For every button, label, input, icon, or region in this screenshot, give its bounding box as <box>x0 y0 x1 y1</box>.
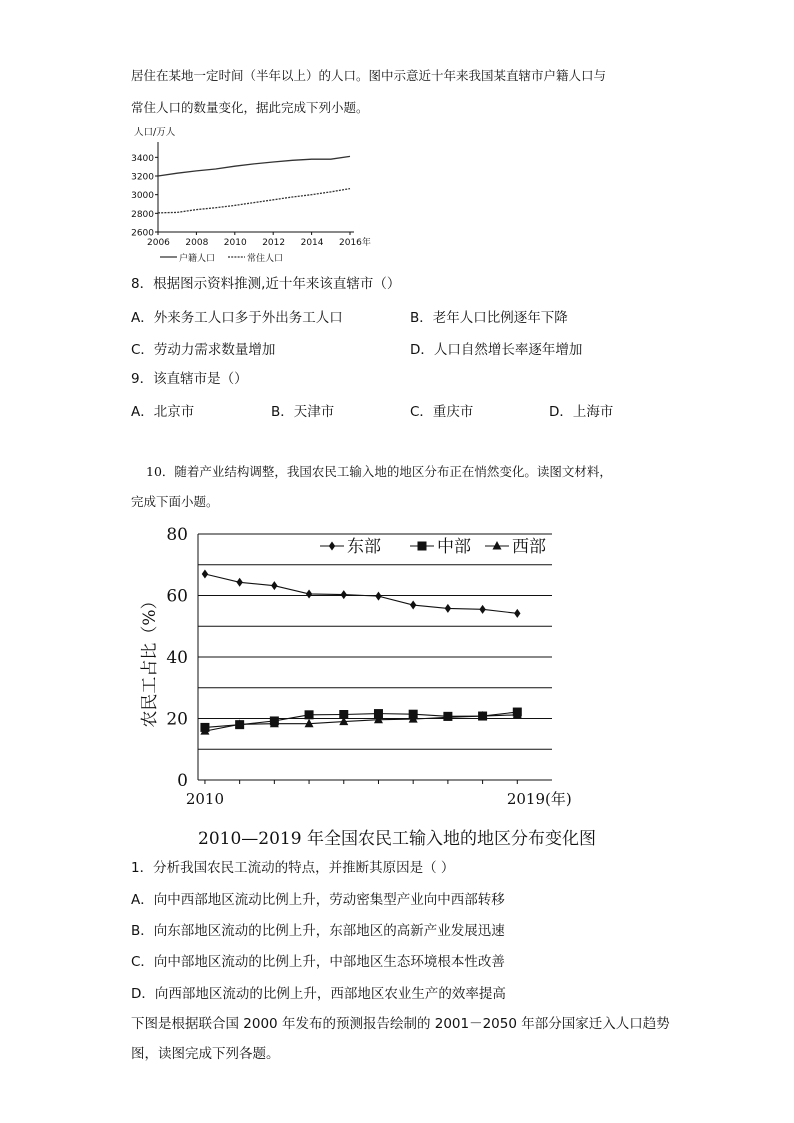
chart2-y-tick-label: 60 <box>166 586 188 607</box>
chart1-y-tick-label: 3200 <box>131 172 154 183</box>
chart2-series-east-line <box>205 574 517 613</box>
chart1-series-changzhu <box>158 189 350 213</box>
population-line-chart <box>125 122 385 267</box>
chart2-legend-label: 东部 <box>347 537 381 557</box>
q10-line-1: 10．随着产业结构调整，我国农民工输入地的地区分布正在悄然变化。读图文材料， <box>146 464 612 479</box>
q9-option-a[interactable]: A．北京市 <box>131 404 195 420</box>
q1-option-c[interactable]: C．向中部地区流动的比例上升，中部地区生态环境根本性改善 <box>131 954 505 970</box>
q9-option-b[interactable]: B．天津市 <box>271 404 335 420</box>
closing-line-1: 下图是根据联合国 2000 年发布的预测报告绘制的 2001－2050 年部分国家迁入人口趋势 <box>131 1016 670 1032</box>
chart1-x-tick-label: 2010 <box>223 238 247 248</box>
q8-option-b[interactable]: B．老年人口比例逐年下降 <box>410 310 568 326</box>
chart1-y-tick-label: 2600 <box>131 228 154 239</box>
q8-option-c[interactable]: C．劳动力需求数量增加 <box>131 342 276 358</box>
chart2-series-east-point <box>202 569 208 578</box>
q9-stem: 9．该直辖市是（） <box>131 371 248 387</box>
q8-option-d[interactable]: D．人口自然增长率逐年增加 <box>410 342 583 358</box>
chart2-series-east-point <box>341 590 347 599</box>
chart2-legend-label: 中部 <box>437 537 471 557</box>
chart2-series-east-point <box>445 604 451 613</box>
chart2-legend-label: 西部 <box>512 537 546 557</box>
chart1-y-tick-label: 3000 <box>131 191 154 202</box>
chart2-series-east-point <box>306 589 312 598</box>
q1-option-d[interactable]: D．向西部地区流动的比例上升，西部地区农业生产的效率提高 <box>131 986 506 1002</box>
chart1-legend-label: 户籍人口 <box>179 254 216 264</box>
q1-option-b[interactable]: B．向东部地区流动的比例上升，东部地区的高新产业发展迅速 <box>131 923 505 939</box>
intro-line-2: 常住人口的数量变化，据此完成下列小题。 <box>131 100 369 115</box>
chart2-series-east-point <box>375 592 381 601</box>
chart2-series-east-point <box>514 609 520 618</box>
chart2-caption: 2010—2019 年全国农民工输入地的地区分布变化图 <box>198 829 596 849</box>
chart2-legend-marker <box>418 542 427 551</box>
chart1-x-tick-label: 2016年 <box>339 238 371 248</box>
chart1-x-tick-label: 2014 <box>300 238 324 248</box>
chart1-x-tick-label: 2012 <box>262 238 286 248</box>
q8-stem: 8．根据图示资料推测,近十年来该直辖市（） <box>131 276 401 292</box>
migrant-worker-line-chart <box>130 518 600 818</box>
chart2-y-tick-label: 20 <box>166 709 188 730</box>
chart2-series-central-point <box>305 710 314 719</box>
chart2-series-east-point <box>410 601 416 610</box>
q9-option-d[interactable]: D．上海市 <box>549 404 614 420</box>
q9-option-c[interactable]: C．重庆市 <box>410 404 474 420</box>
q1-stem: 1．分析我国农民工流动的特点，并推断其原因是（ ） <box>131 860 455 876</box>
closing-line-2: 图，读图完成下列各题。 <box>131 1046 280 1062</box>
chart1-y-tick-label: 3400 <box>131 153 154 164</box>
chart1-y-tick-label: 2800 <box>131 209 154 220</box>
q8-option-a[interactable]: A．外来务工人口多于外出务工人口 <box>131 310 343 326</box>
chart1-legend-label: 常住人口 <box>247 254 284 264</box>
intro-line-1: 居住在某地一定时间（半年以上）的人口。图中示意近十年来我国某直辖市户籍人口与 <box>131 68 607 83</box>
chart2-x-tick-label: 2019(年) <box>506 790 572 808</box>
chart2-series-east-point <box>236 578 242 587</box>
chart1-x-tick-label: 2008 <box>185 238 209 248</box>
chart2-y-tick-label: 40 <box>166 648 188 668</box>
chart1-y-axis-label: 人口/万人 <box>134 127 176 138</box>
chart2-y-tick-label: 0 <box>177 771 188 791</box>
chart2-series-east-point <box>271 581 277 590</box>
chart2-legend-marker <box>329 542 335 551</box>
chart1-x-tick-label: 2006 <box>147 238 170 248</box>
chart2-series-central-line <box>205 712 517 727</box>
chart1-series-huji <box>158 156 350 176</box>
chart2-series-east-point <box>479 605 485 614</box>
chart2-series-west-point <box>305 719 314 728</box>
q10-line-2: 完成下面小题。 <box>131 494 219 509</box>
chart2-x-tick-label: 2010 <box>185 790 225 808</box>
chart2-legend-marker <box>493 541 502 550</box>
chart2-y-tick-label: 80 <box>166 525 188 545</box>
chart2-y-axis-label: 农民工占比（%） <box>140 592 160 728</box>
q1-option-a[interactable]: A．向中西部地区流动比例上升，劳动密集型产业向中西部转移 <box>131 892 505 908</box>
